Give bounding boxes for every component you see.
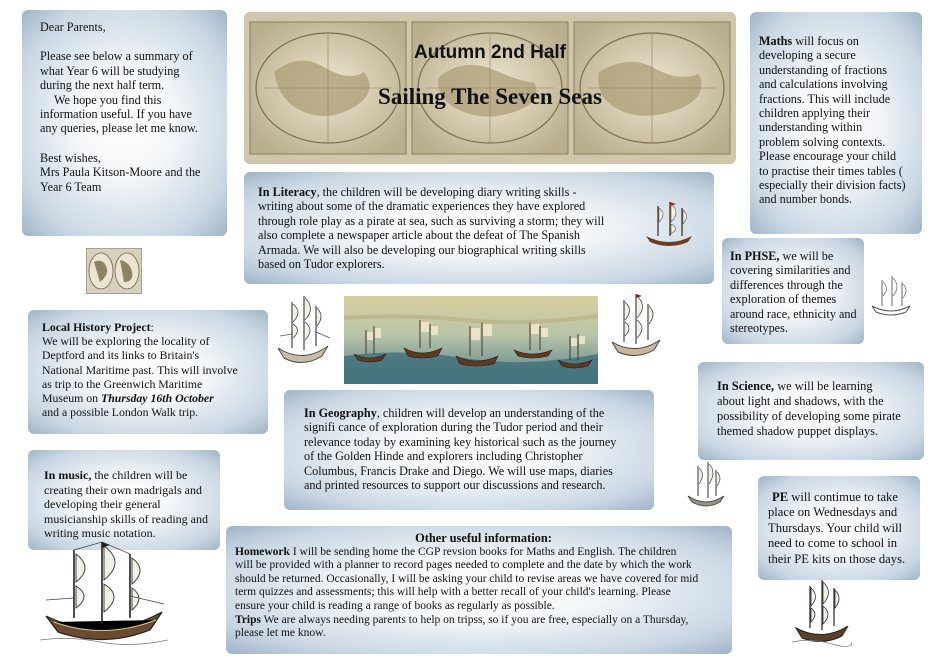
literacy-section xyxy=(244,172,714,284)
phse-heading: In PHSE, xyxy=(730,249,780,263)
parents-letter xyxy=(22,10,227,236)
history-trip-date: Thursday 16th October xyxy=(101,391,214,406)
history-line: Deptford and its links to Britain's xyxy=(42,348,200,363)
ship-sketch-icon xyxy=(868,274,914,318)
maths-line: will focus on xyxy=(795,34,859,48)
geography-heading: In Geography xyxy=(304,406,377,420)
science-line: themed shadow puppet displays. xyxy=(717,424,879,438)
geography-line: Columbus, Francis Drake and Diego. We will use maps, diaries xyxy=(304,463,613,478)
history-line: and a possible London Walk trip. xyxy=(42,405,199,420)
pe-line: Thursdays. Your child will xyxy=(768,520,902,535)
homework-line: should be returned. Occasionally, I will be asking your child to revise areas we have covered for mid xyxy=(235,572,699,585)
maths-line: problem solving contexts. xyxy=(759,134,886,149)
maths-heading: Maths xyxy=(759,34,793,48)
trips-line: We are always needing parents to help on tripss, so if you are free, especially on a Thursday, xyxy=(261,613,689,626)
letter-line: information useful. If you have xyxy=(40,107,192,122)
pe-line: place on Wednesdays and xyxy=(768,505,898,520)
music-heading: In music, xyxy=(44,468,92,482)
maths-line: understanding within xyxy=(759,120,863,135)
galleon-illustration xyxy=(40,540,168,652)
homework-line: term quizzes and assessments; this will help with a better recall of your child's learning. Please xyxy=(235,586,671,599)
literacy-line: , the children will be developing diary writing skills - xyxy=(316,185,577,199)
history-line: as trip to the Greenwich Maritime xyxy=(42,376,203,391)
banner-term: Autumn 2nd Half xyxy=(414,42,566,63)
homework-label: Homework xyxy=(235,545,290,558)
literacy-heading: In Literacy xyxy=(258,185,317,199)
homework-line: I will be sending home the CGP revsion books for Maths and English. The children xyxy=(289,545,677,558)
geography-line: relevance today by examining key historical such as the journey xyxy=(304,434,617,449)
maths-line: and number bonds. xyxy=(759,192,853,207)
letter-line: during the next half term. xyxy=(40,78,165,93)
phse-line: around race, ethnicity and xyxy=(730,306,857,321)
music-line: developing their general xyxy=(44,497,161,512)
literacy-line: based on Tudor explorers. xyxy=(258,257,385,272)
geography-section xyxy=(284,390,654,510)
letter-signature: Mrs Paula Kitson-Moore and the xyxy=(40,165,201,180)
music-section xyxy=(28,450,220,550)
homework-line: ensure your child is reading a range of books as regularly as possible. xyxy=(235,599,555,612)
maths-section xyxy=(750,12,922,234)
history-line: Museum on xyxy=(42,391,101,406)
trips-label: Trips xyxy=(235,613,261,626)
maths-line: developing a secure xyxy=(759,48,856,63)
literacy-line: Armada. We will also be developing our biographical writing skills xyxy=(258,242,586,257)
phse-line: we will be xyxy=(779,249,834,263)
music-line: musicianship skills of reading and xyxy=(44,511,208,526)
trips-line: please let me know. xyxy=(235,627,326,640)
pe-line: will contimue to take xyxy=(788,490,898,504)
ship-sketch-icon xyxy=(684,458,728,512)
letter-line: Please see below a summary of xyxy=(40,49,193,64)
pe-line: need to come to school in xyxy=(768,536,898,551)
history-colon: : xyxy=(150,320,154,334)
maths-line: and calculations involving xyxy=(759,77,888,92)
geography-line: signifi cance of exploration during the Tudor period and their xyxy=(304,420,603,435)
pe-heading: PE xyxy=(772,490,789,504)
maths-line: especially their division facts) xyxy=(759,178,906,193)
armada-painting xyxy=(344,296,598,384)
galleon-sketch-icon xyxy=(272,292,334,372)
science-section xyxy=(698,362,924,460)
galleon-sketch-icon xyxy=(606,292,666,364)
phse-line: differences through the xyxy=(730,277,843,292)
geography-line: , children will develop an understanding of the xyxy=(376,406,605,420)
science-line: possibility of developing some pirate xyxy=(717,409,901,423)
music-line: writing music notation. xyxy=(44,526,156,541)
letter-line: We hope you find this xyxy=(54,92,162,107)
galleon-illustration xyxy=(792,578,852,650)
world-map-thumbnail xyxy=(86,248,142,294)
homework-line: will be provided with a planner to record pages needed to complete and the date by which the work xyxy=(235,559,692,572)
letter-signoff: Best wishes, xyxy=(40,150,101,165)
phse-line: stereotypes. xyxy=(730,321,788,336)
phse-line: exploration of themes xyxy=(730,292,837,307)
history-heading: Local History Project xyxy=(42,320,151,334)
local-history-section xyxy=(28,310,268,434)
literacy-line: through role play as a pirate at sea, such as surviving a storm; they will xyxy=(258,213,605,228)
maths-line: Please encourage your child xyxy=(759,149,897,164)
maths-line: understanding of fractions xyxy=(759,62,887,77)
banner-topic: Sailing The Seven Seas xyxy=(378,84,602,109)
history-line: National Maritime past. This will involve xyxy=(42,362,238,377)
literacy-line: writing about some of the dramatic experiences they have explored xyxy=(258,199,586,214)
letter-salutation: Dear Parents, xyxy=(40,20,106,34)
music-line: the children will be xyxy=(91,468,188,482)
geography-line: of the Golden Hinde and explorers including Christopher xyxy=(304,449,583,464)
maths-line: to practise their times tables ( xyxy=(759,163,903,178)
phse-line: covering similarities and xyxy=(730,263,851,278)
ship-icon xyxy=(640,200,698,252)
science-heading: In Science, xyxy=(717,379,775,393)
science-line: about light and shadows, with the xyxy=(717,394,884,408)
literacy-line: also complete a newspaper article about the defeat of The Spanish xyxy=(258,228,580,243)
other-info-title: Other useful information: xyxy=(415,531,552,545)
letter-line: what Year 6 will be studying xyxy=(40,63,180,78)
science-line: we will be learning xyxy=(774,379,873,393)
maths-line: children applying their xyxy=(759,106,871,121)
letter-signature: Year 6 Team xyxy=(40,179,102,194)
title-banner xyxy=(244,12,736,164)
music-line: creating their own madrigals and xyxy=(44,482,202,497)
geography-line: and printed resources to support our discussions and research. xyxy=(304,478,606,493)
other-info-section xyxy=(226,526,732,654)
history-line: We will be exploring the locality of xyxy=(42,334,210,349)
letter-line: any queries, please let me know. xyxy=(40,121,198,136)
pe-section xyxy=(758,476,920,580)
phse-section xyxy=(722,238,864,344)
pe-line: their PE kits on those days. xyxy=(768,551,906,566)
maths-line: fractions. This will include xyxy=(759,91,891,106)
